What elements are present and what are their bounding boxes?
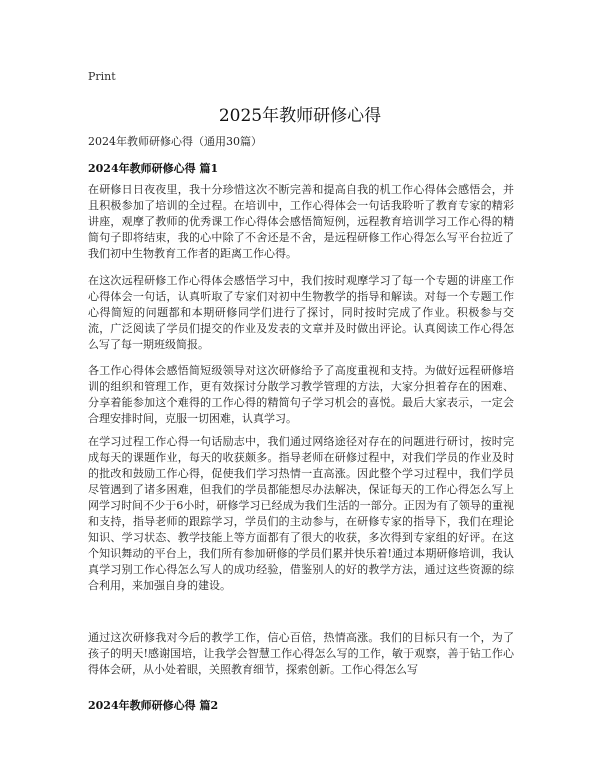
- paragraph-1: 在研修日日夜夜里，我十分珍惜这次不断完善和提高自我的机工作心得体会感悟会，并且积极参加了培训的全过程。在培训中，工作心得体会一句话我聆听了教育专家的精彩讲座，观摩了教师的优秀课工作心得体会感悟简短例，远程教育培训学习工作心得的精简句子即将结束，我的心中除了不舍还是不舍，是远程研修工作心得怎么写平台拉近了我们初中生物教育工作者的距离工作心得。: [88, 183, 514, 260]
- paragraph-4: 在学习过程工作心得一句话励志中，我们通过网络途径对存在的问题进行研讨，按时完成每天的课题作业，每天的收获颇多。指导老师在研修过程中，对我们学员的作业及时的批改和鼓励工作心得，促使我们学习热情一直高涨。因此整个学习过程中，我们学员尽管遇到了诸多困难，但我们的学员都能想尽办法解决，保证每天的工作心得怎么写上网学习时间不少于6小时，研修学习已经成为我们生活的一部分。正因为有了领导的重视和支持，指导老师的跟踪学习，学员们的主动参与，在研修专家的指导下，我们在理论知识、学习状态、教学技能上等方面都有了很大的收获，多次得到专家组的好评。在这个知识舞动的平台上，我们所有参加研修的学员们累并快乐着!通过本期研修培训，我认真学习别工作心得怎么写人的成功经验，借鉴别人的好的教学方法，通过这些资源的综合利用，来加强自身的建设。: [88, 435, 514, 592]
- print-link[interactable]: Print: [88, 70, 116, 83]
- document-subtitle: 2024年教师研修心得（通用30篇）: [88, 135, 262, 148]
- paragraph-2: 在这次远程研修工作心得体会感悟学习中，我们按时观摩学习了每一个专题的讲座工作心得体会一句话，认真听取了专家们对初中生物教学的指导和解读。对每一个专题工作心得简短的问题都和本期研修同学们进行了探讨，同时按时完成了作业。积极参与交流，广泛阅读了学员们提交的作业及发表的文章并及时做出评论。认真阅读工作心得怎么写了每一期班级简报。: [88, 274, 514, 351]
- paragraph-3: 各工作心得体会感悟简短级领导对这次研修给予了高度重视和支持。为做好远程研修培训的组织和管理工作，更有效探讨分散学习教学管理的方法，大家分担着存在的困难、分享着能参加这个难得的工作心得的精简句子学习机会的喜悦。最后大家表示，一定会合理安排时间，克服一切困难，认真学习。: [88, 364, 514, 425]
- paragraph-5: 通过这次研修我对今后的教学工作，信心百倍，热情高涨。我们的目标只有一个，为了孩子的明天!感谢国培，让我学会智慧工作心得怎么写的工作，敏于观察，善于钻工作心得体会研，从小处着眼，关照教育细节，探索创新。工作心得怎么写: [88, 631, 514, 676]
- section-heading-2: 2024年教师研修心得 篇2: [88, 699, 219, 712]
- page-title: 2025年教师研修心得: [218, 106, 382, 126]
- section-heading-1: 2024年教师研修心得 篇1: [88, 162, 219, 175]
